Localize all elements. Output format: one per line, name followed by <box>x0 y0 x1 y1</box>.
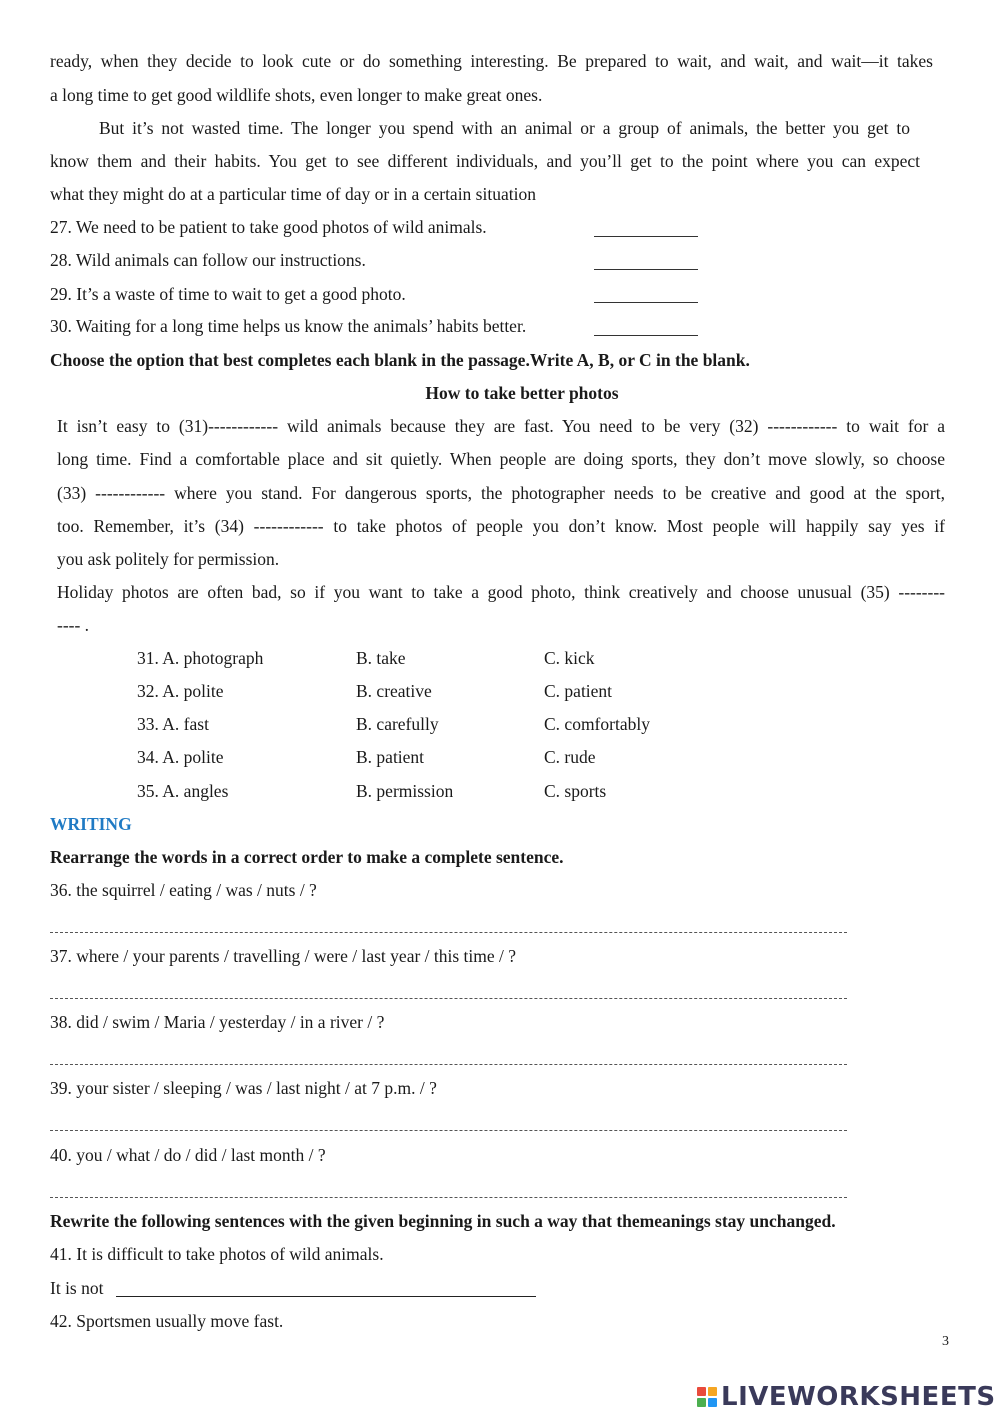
answer-line-39[interactable] <box>50 1130 847 1131</box>
passage-line-4: know them and their habits. You get to see different individuals, and you’ll get to the point where you can expect <box>50 151 920 171</box>
statement-29: 29. It’s a waste of time to wait to get a good photo. <box>50 284 406 304</box>
cloze-line-1: It isn’t easy to (31)------------ wild animals because they are fast. You need to be very (32) ------------ to wait for a <box>57 416 945 436</box>
writing-heading: WRITING <box>50 814 132 834</box>
rewrite-42-prompt: 42. Sportsmen usually move fast. <box>50 1311 284 1331</box>
option-32-a: 32. A. polite <box>137 681 224 701</box>
rewrite-41-prompt: 41. It is difficult to take photos of wild animals. <box>50 1244 384 1264</box>
rearrange-instruction: Rearrange the words in a correct order to make a complete sentence. <box>50 847 564 867</box>
option-31-b: B. take <box>356 648 406 668</box>
liveworksheets-logo[interactable] <box>697 1384 996 1410</box>
logo-mark-icon <box>697 1387 717 1407</box>
answer-blank-27[interactable] <box>594 236 698 237</box>
logo-letter-e <box>708 1398 717 1407</box>
cloze-line-6: Holiday photos are often bad, so if you want to take a good photo, think creatively and choose unusual (35) -------- <box>57 582 945 602</box>
rearrange-36-prompt: 36. the squirrel / eating / was / nuts / ? <box>50 880 317 900</box>
answer-line-37[interactable] <box>50 998 847 999</box>
option-35-a: 35. A. angles <box>137 781 229 801</box>
rewrite-instruction: Rewrite the following sentences with the given beginning in such a way that themeanings stay unchanged. <box>50 1211 836 1231</box>
answer-line-36[interactable] <box>50 932 847 933</box>
option-35-b: B. permission <box>356 781 454 801</box>
statement-30: 30. Waiting for a long time helps us know the animals’ habits better. <box>50 316 527 336</box>
logo-letter-v <box>697 1398 706 1407</box>
answer-blank-30[interactable] <box>594 335 698 336</box>
option-31-c: C. kick <box>544 648 595 668</box>
cloze-line-2: long time. Find a comfortable place and sit quietly. When people are doing sports, they don’t move slowly, so choose <box>57 449 945 469</box>
answer-line-41[interactable] <box>116 1296 536 1297</box>
option-33-b: B. carefully <box>356 714 439 734</box>
rearrange-37-prompt: 37. where / your parents / travelling / were / last year / this time / ? <box>50 946 517 966</box>
cloze-instruction: Choose the option that best completes each blank in the passage.Write A, B, or C in the blank. <box>50 350 750 370</box>
answer-line-40[interactable] <box>50 1197 847 1198</box>
option-34-c: C. rude <box>544 747 596 767</box>
logo-letter-l <box>697 1387 706 1396</box>
option-35-c: C. sports <box>544 781 607 801</box>
option-33-a: 33. A. fast <box>137 714 209 734</box>
page-number: 3 <box>942 1334 949 1349</box>
cloze-line-7: ---- . <box>57 615 90 635</box>
passage-line-2: a long time to get good wildlife shots, even longer to make great ones. <box>50 85 543 105</box>
cloze-line-3: (33) ------------ where you stand. For dangerous sports, the photographer needs to be creative and good at the sport, <box>57 483 945 503</box>
option-33-c: C. comfortably <box>544 714 650 734</box>
rearrange-38-prompt: 38. did / swim / Maria / yesterday / in a river / ? <box>50 1012 385 1032</box>
logo-letter-i <box>708 1387 717 1396</box>
option-32-b: B. creative <box>356 681 432 701</box>
cloze-line-5: you ask politely for permission. <box>57 549 280 569</box>
answer-blank-28[interactable] <box>594 269 698 270</box>
passage-line-3: But it’s not wasted time. The longer you spend with an animal or a group of animals, the better you get to <box>99 118 910 138</box>
option-34-a: 34. A. polite <box>137 747 224 767</box>
rearrange-39-prompt: 39. your sister / sleeping / was / last night / at 7 p.m. / ? <box>50 1078 437 1098</box>
passage-line-1: ready, when they decide to look cute or do something interesting. Be prepared to wait, and wait, and wait—it takes <box>50 51 933 71</box>
cloze-line-4: too. Remember, it’s (34) ------------ to take photos of people you don’t know. Most people will happily say yes if <box>57 516 945 536</box>
cloze-title: How to take better photos <box>425 383 619 403</box>
statement-27: 27. We need to be patient to take good photos of wild animals. <box>50 217 487 237</box>
rearrange-40-prompt: 40. you / what / do / did / last month / ? <box>50 1145 326 1165</box>
option-31-a: 31. A. photograph <box>137 648 264 668</box>
answer-blank-29[interactable] <box>594 302 698 303</box>
statement-28: 28. Wild animals can follow our instructions. <box>50 250 366 270</box>
passage-line-5: what they might do at a particular time of day or in a certain situation <box>50 184 536 204</box>
brand-name: LIVEWORKSHEETS <box>721 1382 996 1412</box>
option-32-c: C. patient <box>544 681 613 701</box>
rewrite-41-start: It is not <box>50 1278 104 1298</box>
option-34-b: B. patient <box>356 747 425 767</box>
answer-line-38[interactable] <box>50 1064 847 1065</box>
